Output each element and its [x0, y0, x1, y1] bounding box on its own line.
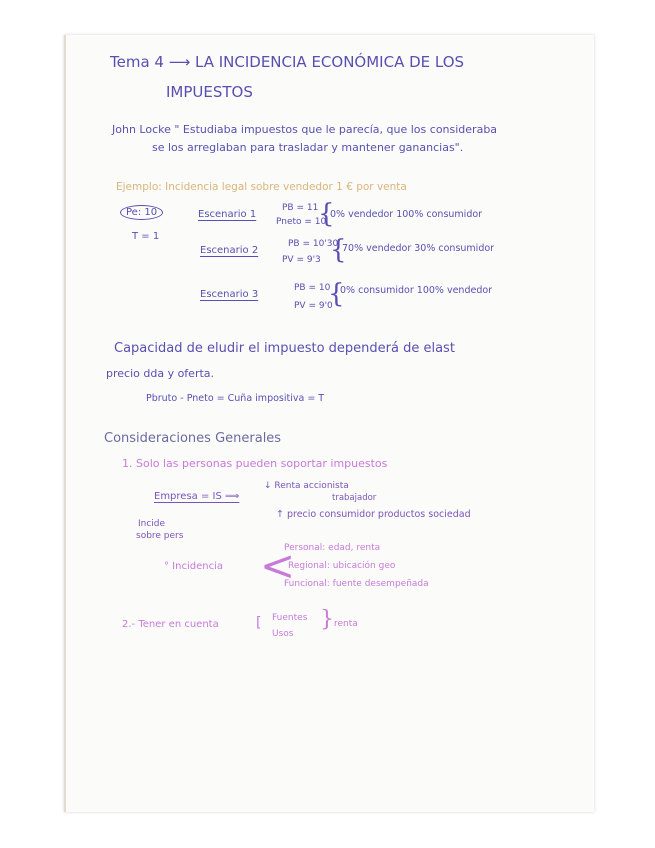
- quote-line-1: John Locke " Estudiaba impuestos que le parecía, que los consideraba: [112, 123, 498, 136]
- scenario-label: Escenario 1: [198, 209, 257, 220]
- point-1: 1. Solo las personas pueden soportar impuestos: [122, 457, 388, 470]
- scenario-price-buyer: PB = 11: [282, 203, 319, 213]
- tax-wedge-formula: Pbruto - Pneto = Cuña impositiva = T: [146, 393, 325, 404]
- scenario-label: Escenario 3: [200, 289, 259, 300]
- incidence-type: Funcional: fuente desempeñada: [284, 579, 429, 589]
- point-2-item: Usos: [272, 629, 294, 639]
- page-title-continued: IMPUESTOS: [166, 83, 253, 101]
- brace-icon: {: [318, 199, 335, 229]
- brace-icon: {: [328, 279, 345, 309]
- company-equation: Empresa = IS ⟹: [154, 491, 240, 502]
- side-note: Incide: [138, 519, 166, 529]
- scenario-price-seller: PV = 9'0: [294, 301, 333, 311]
- bracket-icon: <: [260, 541, 296, 590]
- scenario-price-buyer: PB = 10'30: [288, 239, 339, 249]
- point-2: 2.- Tener en cuenta: [122, 619, 219, 630]
- capacity-line-1: Capacidad de eludir el impuesto dependerá de elast: [114, 341, 455, 356]
- example-heading: Ejemplo: Incidencia legal sobre vendedor 1 € por venta: [116, 181, 407, 193]
- worker-label: trabajador: [332, 493, 377, 503]
- consumer-price: ↑ precio consumidor productos sociedad: [276, 509, 471, 520]
- bracket-icon: [: [256, 615, 262, 631]
- brace-icon: {: [330, 235, 347, 265]
- scenario-result: 70% vendedor 30% consumidor: [342, 243, 495, 254]
- incidence-type: Regional: ubicación geo: [288, 561, 396, 571]
- tax-value: T = 1: [132, 231, 160, 242]
- incidence-type: Personal: edad, renta: [284, 543, 381, 553]
- point-2-result: renta: [334, 619, 358, 629]
- incidence-label: ° Incidencia: [164, 561, 223, 572]
- scenario-price-buyer: PB = 10: [294, 283, 331, 293]
- brace-icon: }: [320, 607, 334, 632]
- scenario-result: 0% vendedor 100% consumidor: [330, 209, 483, 220]
- scenario-price-seller: Pneto = 10: [276, 217, 327, 227]
- price-circled: Pe: 10: [120, 207, 163, 218]
- notebook-page: [64, 35, 594, 812]
- scenario-result: 0% consumidor 100% vendedor: [340, 285, 493, 296]
- page-title: Tema 4 ⟶ LA INCIDENCIA ECONÓMICA DE LOS: [110, 53, 465, 71]
- scenario-price-seller: PV = 9'3: [282, 255, 321, 265]
- side-note: sobre pers: [136, 531, 184, 541]
- shareholder-income: ↓ Renta accionista: [264, 481, 349, 491]
- point-2-item: Fuentes: [272, 613, 308, 623]
- section-heading: Consideraciones Generales: [104, 431, 282, 446]
- quote-line-2: se los arreglaban para trasladar y mantener ganancias".: [152, 141, 464, 154]
- scenario-label: Escenario 2: [200, 245, 259, 256]
- capacity-line-2: precio dda y oferta.: [106, 367, 215, 380]
